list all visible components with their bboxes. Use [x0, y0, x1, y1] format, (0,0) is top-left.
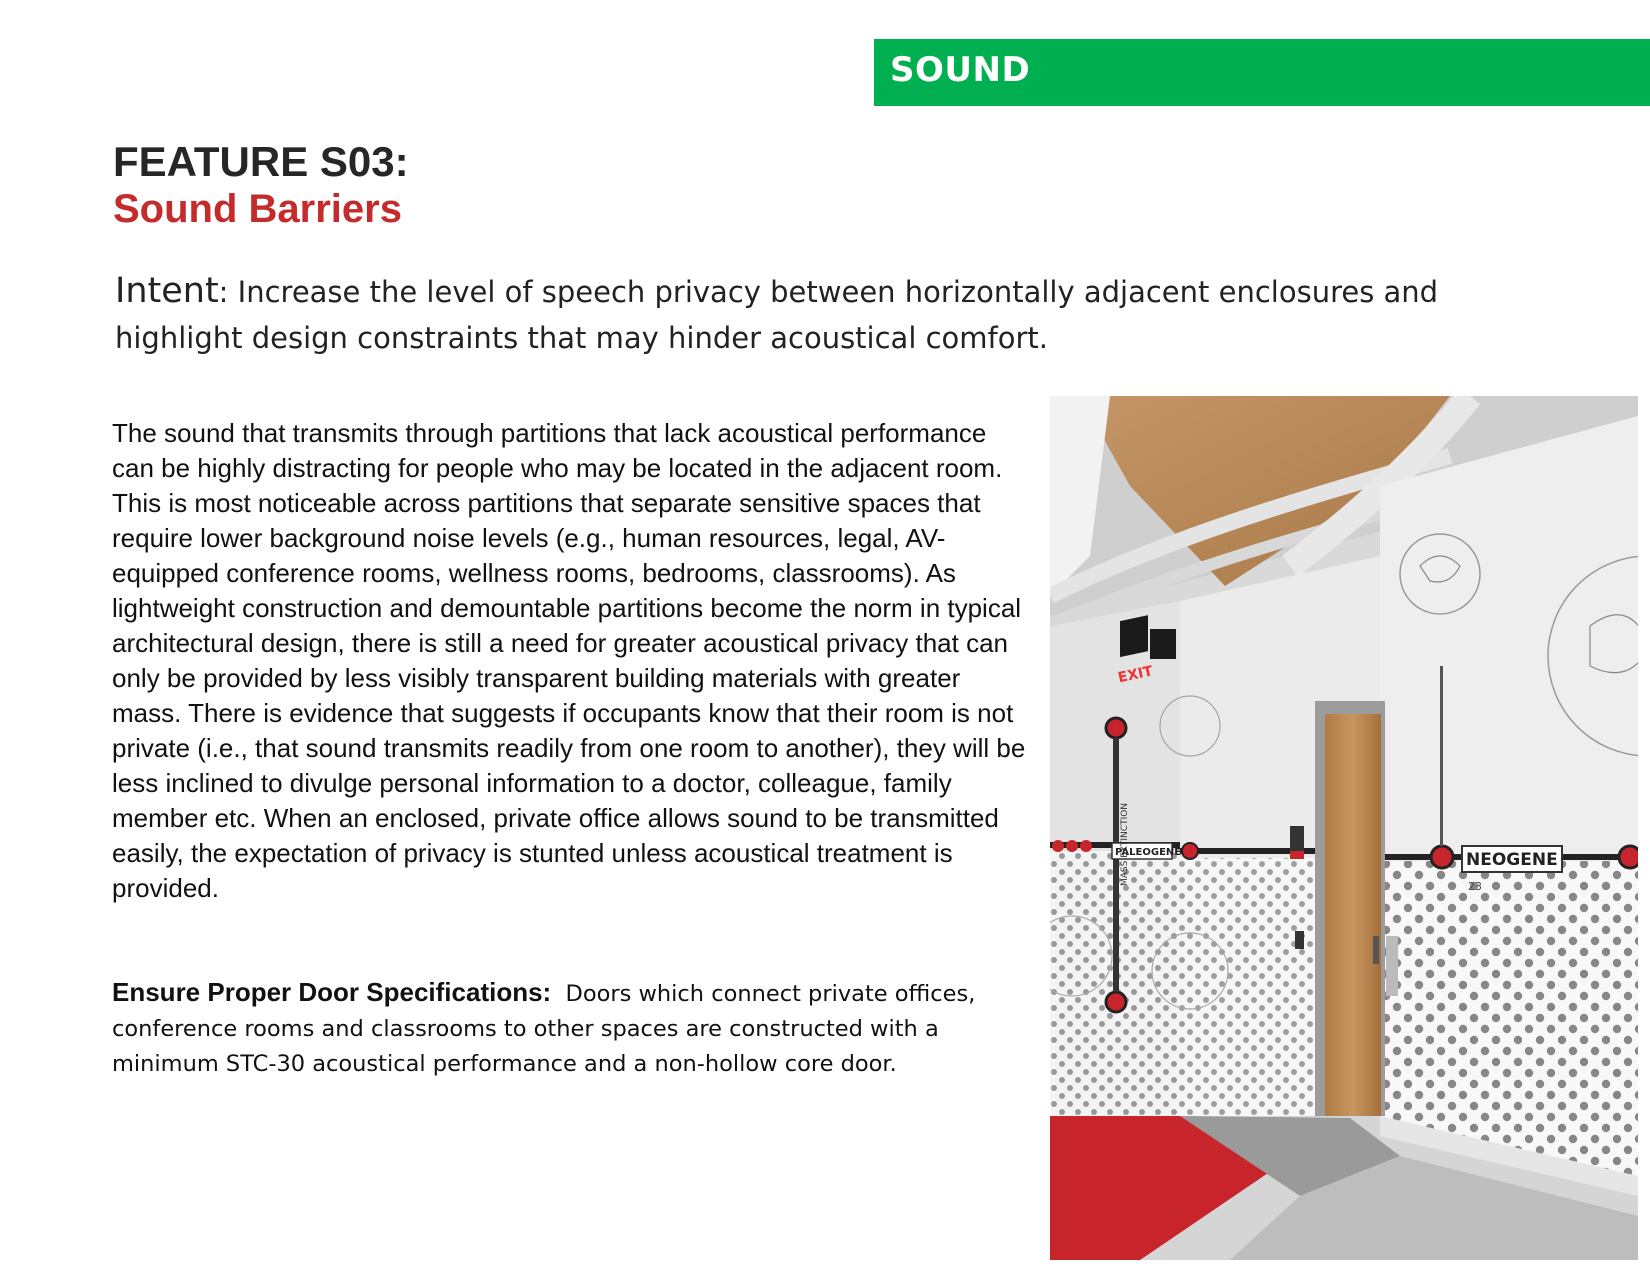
exit-sign: EXIT	[1116, 663, 1155, 687]
intent-text: : Increase the level of speech privacy between horizontally adjacent enclosures and highlight design constraints that may hinder acoustical comfort.	[115, 275, 1439, 355]
feature-code: FEATURE S03:	[113, 138, 409, 185]
specification-label: Ensure Proper Door Specifications:	[112, 977, 552, 1007]
neogene-label: NEOGENE	[1466, 850, 1558, 870]
body-paragraph: The sound that transmits through partitions that lack acoustical performance can be highly distracting for people who may be located in the adjacent room. This is most noticeable across partitions that separate sensitive spaces that require lower background noise levels (e.g., human resources, legal, AV-equipped conference rooms, wellness rooms, bedrooms, classrooms). As lightweight construction and demountable partitions become the norm in typical architectural design, there is still a need for greater acoustical privacy that can only be provided by less visibly transparent building materials with greater mass. There is evidence that suggests if occupants know that their room is not private (i.e., that sound transmits readily from one room to another), they will be less inclined to divulge personal information to a doctor, colleague, family member etc. When an enclosed, private office allows sound to be transmitted easily, the expectation of privacy is stunted unless acoustical treatment is provided.	[112, 418, 1026, 903]
feature-title: Sound Barriers	[113, 187, 402, 231]
paleogene-label: PALEOGENE	[1115, 847, 1182, 858]
category-banner	[874, 39, 1650, 106]
specification-text: Doors which connect private offices, conference rooms and classrooms to other spaces are constructed with a minimum STC-30 acoustical performance and a non-hollow core door.	[112, 981, 976, 1077]
category-label: SOUND	[890, 50, 1031, 90]
vertical-wall-text: MASS EXTINCTION	[1120, 802, 1130, 886]
intent-statement	[115, 268, 1555, 361]
hallway-photo	[1050, 396, 1638, 1260]
door-specification	[112, 975, 1042, 1082]
neogene-number: 23	[1468, 880, 1482, 893]
intent-label: Intent	[115, 271, 219, 311]
